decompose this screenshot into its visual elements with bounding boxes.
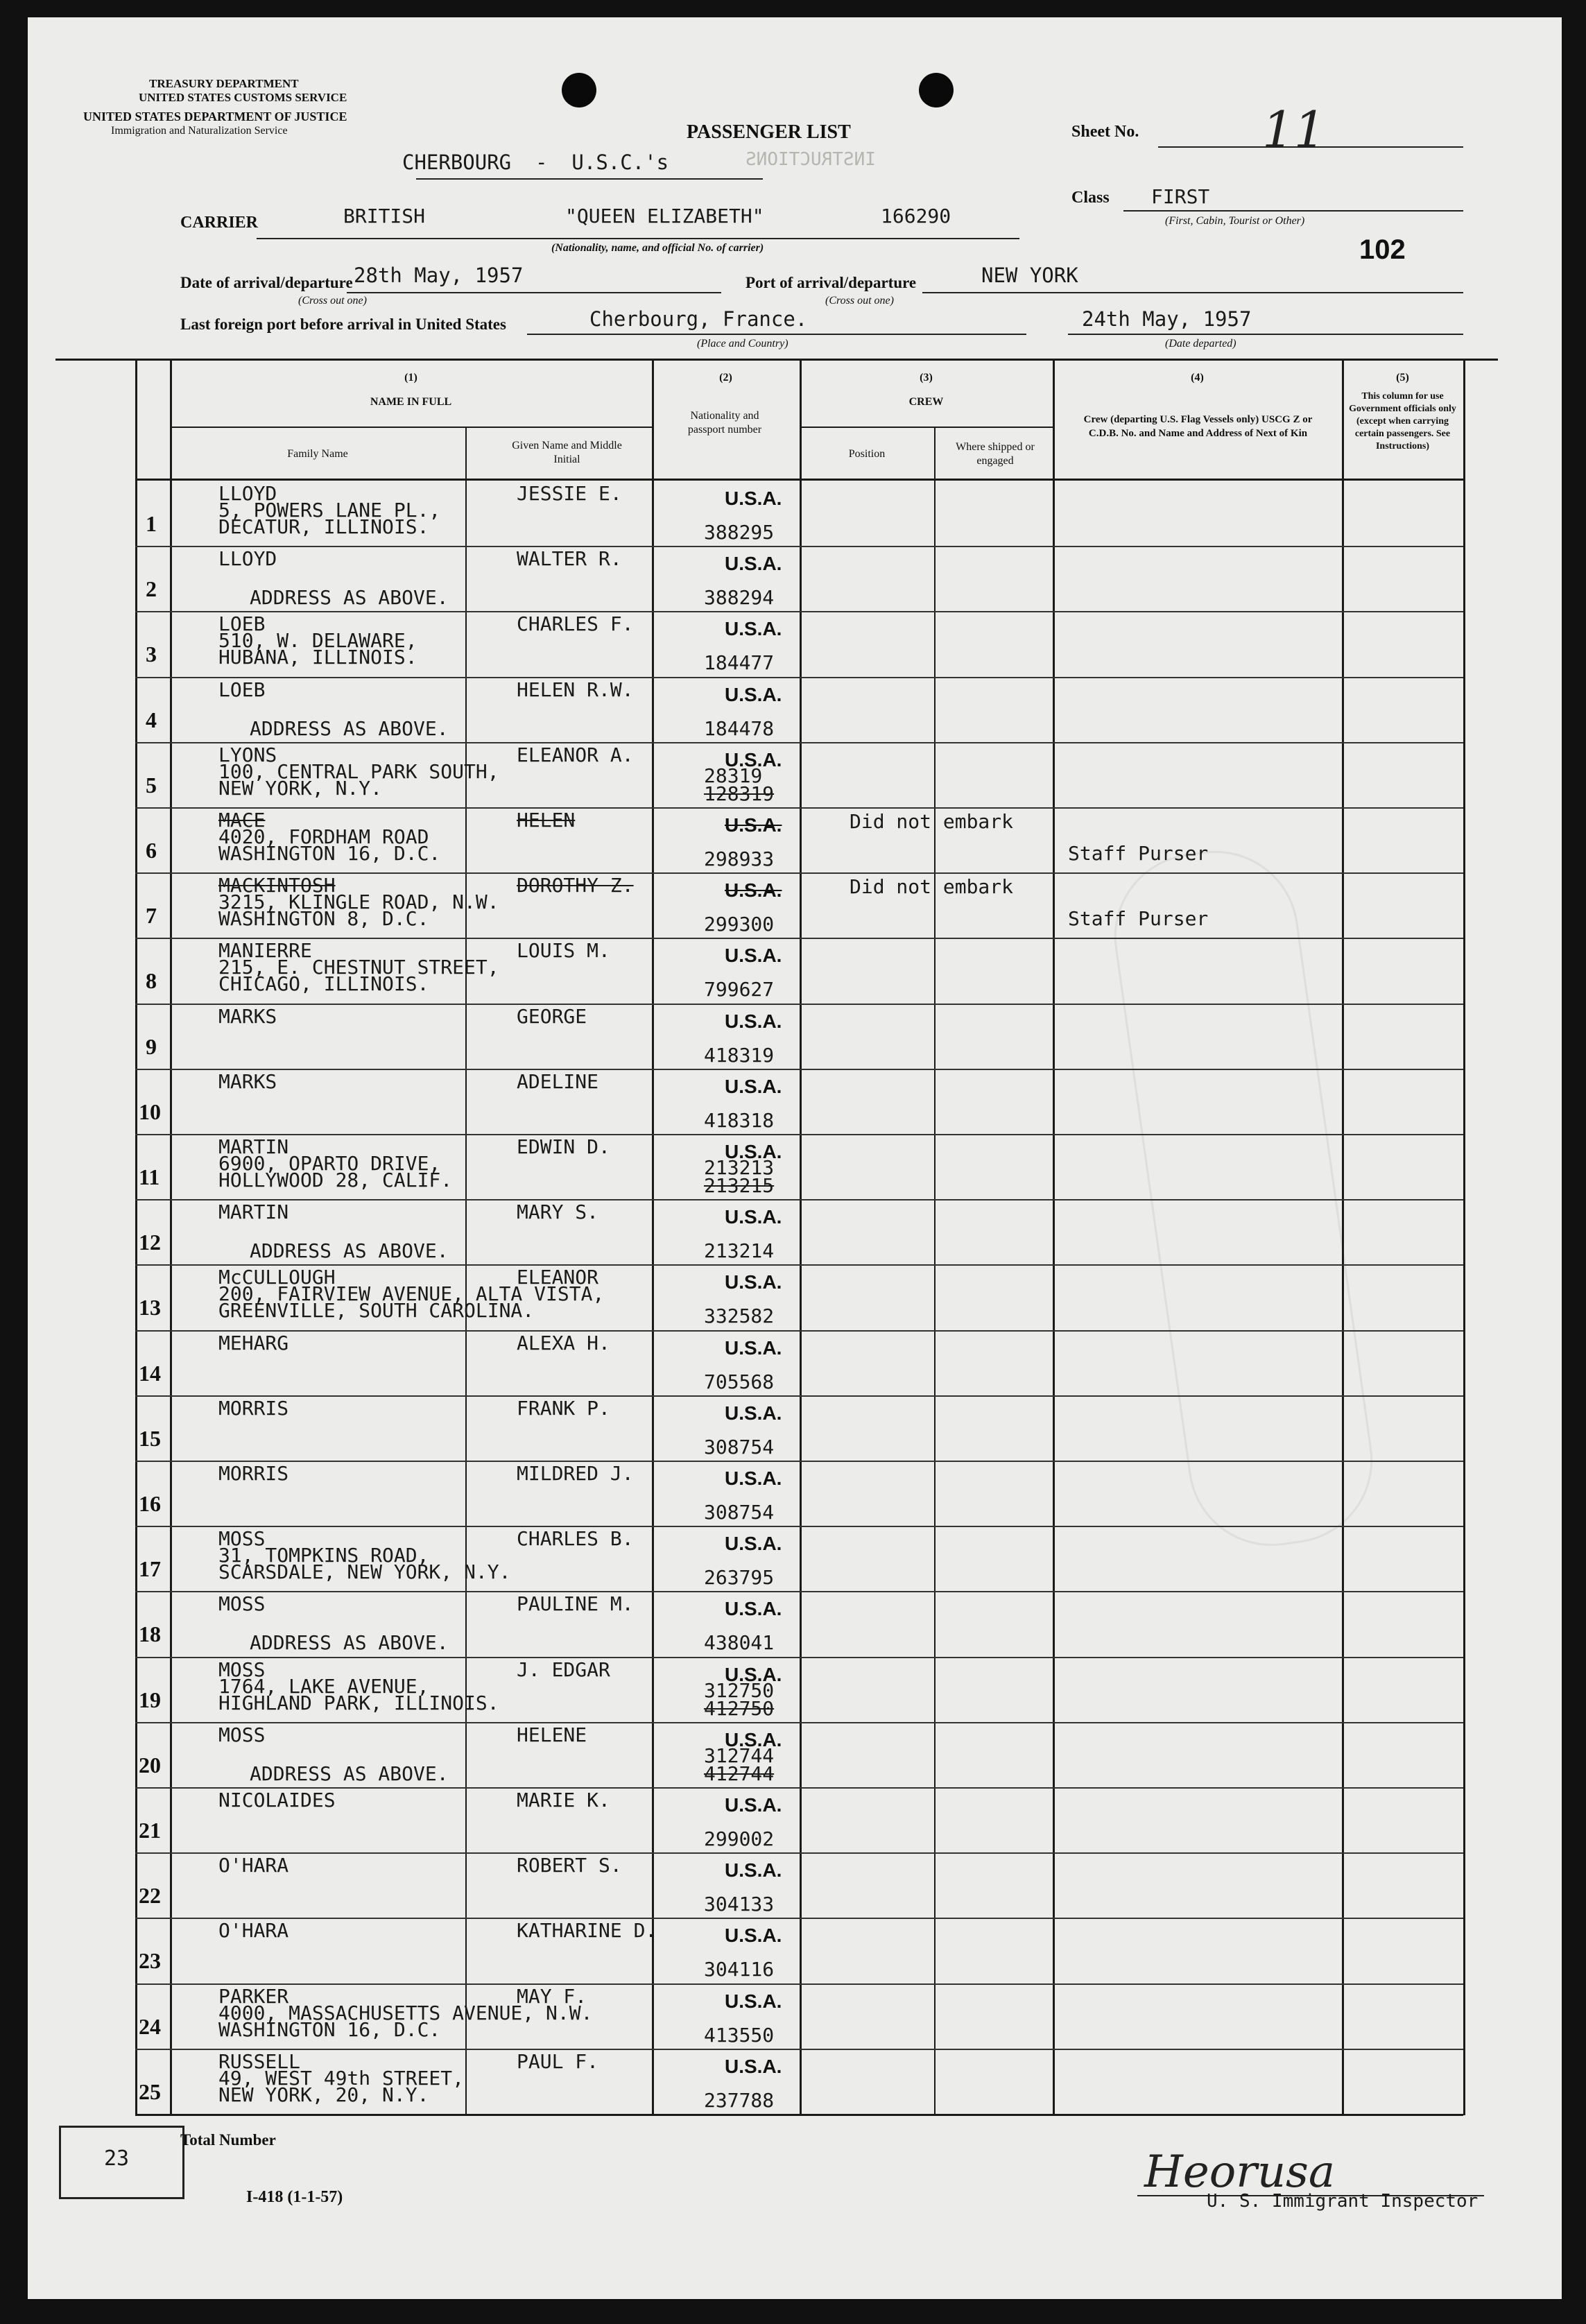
family-name: MARKS [218,1004,277,1028]
col-where-divider [934,427,936,2115]
total-number-label: Total Number [180,2131,276,2149]
family-name: O'HARA [218,1854,289,1877]
header-bottom-rule [135,479,1463,481]
passport-number: 28319 [704,764,763,787]
passport-number: 299300 [704,913,775,936]
row-number: 16 [139,1491,161,1516]
family-name: MACKINTOSH [218,874,336,897]
sheet-label: Sheet No. [1071,123,1139,141]
table-top-rule [55,359,1498,361]
address-line-1: 3215, KLINGLE ROAD, N.W. [218,890,499,914]
row-number: 1 [146,511,157,536]
arrival-date-label: Date of arrival/departure [180,274,353,291]
col3-number: (3) [920,372,933,384]
passport-number: 184478 [704,716,775,740]
passport-number: 312744 [704,1744,775,1767]
row-number: 9 [146,1033,157,1059]
row-divider [135,1852,1463,1854]
nationality: U.S.A. [725,1728,782,1750]
table-bottom-rule [135,2114,1463,2116]
last-port-value: Cherbourg, France. [589,307,808,331]
nationality: U.S.A. [725,1206,782,1228]
family-name: O'HARA [218,1919,289,1943]
given-name: FRANK P. [517,1396,610,1420]
nationality: U.S.A. [725,1925,782,1947]
passport-number: 705568 [704,1370,775,1393]
row-number: 13 [139,1295,161,1320]
passport-number: 304133 [704,1893,775,1916]
given-name: ADELINE [517,1069,599,1093]
family-name: MORRIS [218,1462,289,1485]
col3-title: CREW [908,396,944,408]
address-line-2: WASHINGTON 8, D.C. [218,907,429,931]
family-name: PARKER [218,1984,289,2008]
passport-number: 304116 [704,1958,775,1981]
nationality: U.S.A. [725,748,782,771]
date-departed-underline [1068,334,1463,335]
col4-title: Crew (departing U.S. Flag Vessels only) USCG Z or C.D.B. No. and Name and Address of Next of Kin [1083,414,1313,439]
address-line-1: 1764, LAKE AVENUE, [218,1674,429,1698]
nationality: U.S.A. [725,1336,782,1359]
col4-number: (4) [1191,372,1204,384]
given-name: LOUIS M. [517,939,610,963]
col1-title: NAME IN FULL [370,396,452,408]
address-line-2: WASHINGTON 16, D.C. [218,2017,441,2041]
given-name: ELEANOR [517,1266,599,1289]
passport-number: 418318 [704,1108,775,1132]
address-line-2: WASHINGTON 16, D.C. [218,842,441,865]
row-divider [135,807,1463,809]
row-divider [135,546,1463,547]
nationality: U.S.A. [725,1533,782,1555]
col1-number: (1) [404,372,417,384]
given-name: CHARLES B. [517,1527,634,1551]
family-name: McCULLOUGH [218,1266,336,1289]
class-label: Class [1071,189,1110,207]
carrier-underline [257,238,1019,239]
family-name: MOSS [218,1723,266,1746]
route-line: CHERBOURG - U.S.C.'s [402,150,669,174]
nationality: U.S.A. [725,1075,782,1097]
family-name: MACE [218,809,266,832]
nationality: U.S.A. [725,1794,782,1816]
given-name: GEORGE [517,1004,587,1028]
last-port-label: Last foreign port before arrival in United States [180,316,506,333]
class-value: FIRST [1151,185,1210,208]
route-underline [416,178,763,180]
row-number: 8 [146,968,157,994]
sheet-number: 11 [1262,101,1326,159]
col3-position-heading: Position [848,448,886,460]
col5-number: (5) [1396,372,1409,384]
address-line-1: 5, POWERS LANE PL., [218,499,441,522]
address-line-2: NEW YORK, N.Y. [218,776,383,800]
given-name: MILDRED J. [517,1462,634,1485]
passport-number: 308754 [704,1435,775,1458]
family-name: MEHARG [218,1331,289,1354]
dept-customs: UNITED STATES CUSTOMS SERVICE [139,91,347,104]
carrier-official-no: 166290 [881,205,951,227]
port-value: NEW YORK [981,264,1078,287]
given-name: EDWIN D. [517,1135,610,1158]
nationality: U.S.A. [725,1010,782,1032]
crew-note: Did not embark [850,810,1014,833]
address-line-2: ADDRESS AS ABOVE. [250,1631,449,1655]
passport-number: 388295 [704,521,775,544]
passport-number: 308754 [704,1501,775,1524]
family-name: LLOYD [218,547,277,571]
row-divider [135,2049,1463,2050]
address-line-2: ADDRESS AS ABOVE. [250,1762,449,1785]
address-line-1: 215, E. CHESTNUT STREET, [218,956,499,979]
col1-family-heading: Family Name [287,448,348,460]
row-number: 7 [146,903,157,929]
passport-number-corrected: 213215 [704,1174,775,1197]
passport-number: 388294 [704,586,775,610]
form-number: I-418 (1-1-57) [246,2188,343,2206]
cross-out-note-1: (Cross out one) [298,295,367,307]
page-number: 102 [1359,234,1406,265]
sub-header-rule-crew [800,427,1053,428]
given-name: ROBERT S. [517,1854,622,1877]
form-title: PASSENGER LIST [687,121,851,143]
address-line-2: ADDRESS AS ABOVE. [250,586,449,610]
address-line-2: ADDRESS AS ABOVE. [250,1239,449,1263]
address-line-2: HUBANA, ILLINOIS. [218,646,417,669]
date-departed-value: 24th May, 1957 [1082,307,1252,331]
address-line-1: 510, W. DELAWARE, [218,629,417,653]
passport-number: 418319 [704,1043,775,1067]
nationality: U.S.A. [725,945,782,967]
family-name: LLOYD [218,482,277,505]
date-departed-note: (Date departed) [1165,338,1236,350]
given-name: PAUL F. [517,2049,599,2073]
row-number: 4 [146,707,157,732]
family-name: MOSS [218,1658,266,1681]
row-number: 2 [146,576,157,602]
given-name: HELEN [517,809,576,832]
dept-treasury: TREASURY DEPARTMENT [149,77,299,90]
family-name: MARTIN [218,1135,289,1158]
row-divider [135,1918,1463,1919]
row-number: 23 [139,1948,161,1974]
family-name: RUSSELL [218,2049,301,2073]
address-line-1: 200, FAIRVIEW AVENUE, ALTA VISTA, [218,1282,605,1306]
given-name: HELENE [517,1723,587,1746]
nationality: U.S.A. [725,553,782,575]
nationality: U.S.A. [725,2055,782,2077]
punch-hole-right [919,73,954,107]
address-line-1: 6900, OPARTO DRIVE, [218,1152,441,1175]
row-number: 24 [139,2013,161,2039]
class-note: (First, Cabin, Tourist or Other) [1165,215,1305,227]
arrival-date-value: 28th May, 1957 [354,264,524,287]
address-line-2: GREENVILLE, SOUTH CAROLINA. [218,1299,535,1323]
row-number: 3 [146,642,157,667]
nationality: U.S.A. [725,1598,782,1620]
cross-out-note-2: (Cross out one) [825,295,894,307]
address-line-1: 31, TOMPKINS ROAD, [218,1544,429,1567]
nationality: U.S.A. [725,1663,782,1685]
passport-number: 312750 [704,1678,775,1702]
col1-given-heading: Given Name and Middle Initial [512,440,622,465]
address-line-1: 4000, MASSACHUSETTS AVENUE, N.W. [218,2001,593,2024]
row-number: 17 [139,1556,161,1582]
address-line-1: 4020, FORDHAM ROAD [218,825,429,848]
address-line-2: ADDRESS AS ABOVE. [250,716,449,740]
given-name: WALTER R. [517,547,622,571]
col5-title: This column for use Government officials only (except when carrying certain passengers. See Instructions) [1349,391,1456,451]
address-line-2: CHICAGO, ILLINOIS. [218,972,429,996]
row-number: 12 [139,1230,161,1255]
row-number: 22 [139,1883,161,1909]
row-divider [135,611,1463,612]
row-number: 25 [139,2078,161,2104]
class-underline [1123,210,1463,212]
row-divider [135,1657,1463,1658]
address-line-1: 49, WEST 49th STREET, [218,2066,465,2090]
col3-where-heading: Where shipped or engaged [956,441,1035,467]
passport-number-corrected: 412744 [704,1762,775,1785]
given-name: MARY S. [517,1200,599,1224]
nationality: U.S.A. [725,488,782,509]
nationality: U.S.A. [725,1271,782,1293]
table-border-right [1463,361,1465,2115]
address-line-1: 100, CENTRAL PARK SOUTH, [218,759,499,783]
crew-position: Staff Purser [1068,907,1209,931]
family-name: LOEB [218,678,266,701]
carrier-nationality: BRITISH [343,205,426,227]
punch-hole-left [562,73,596,107]
row-number: 21 [139,1818,161,1843]
col2-number: (2) [719,372,732,384]
given-name: MAY F. [517,1984,587,2008]
row-number: 6 [146,838,157,863]
nationality: U.S.A. [725,879,782,902]
given-name: JESSIE E. [517,482,622,505]
nationality: U.S.A. [725,814,782,836]
total-number-value: 23 [104,2146,130,2171]
row-divider [135,1983,1463,1985]
row-divider [135,677,1463,678]
col-given-divider [465,427,467,2115]
family-name: MARKS [218,1069,277,1093]
nationality: U.S.A. [725,1141,782,1162]
family-name: NICOLAIDES [218,1789,336,1811]
place-note: (Place and Country) [697,338,788,350]
given-name: DOROTHY Z. [517,874,634,897]
passport-number: 299002 [704,1827,775,1850]
passport-number: 237788 [704,2088,775,2112]
row-number: 11 [139,1164,160,1189]
given-name: KATHARINE D. [517,1919,657,1943]
passenger-list-document [28,17,1562,2299]
dept-ins: Immigration and Naturalization Service [111,125,288,137]
address-line-2: DECATUR, ILLINOIS. [218,515,429,538]
crew-note: Did not embark [850,875,1014,899]
given-name: HELEN R.W. [517,678,634,701]
row-number: 14 [139,1360,161,1386]
given-name: CHARLES F. [517,612,634,636]
passport-number-corrected: 412750 [704,1696,775,1720]
row-number: 20 [139,1752,161,1778]
nationality: U.S.A. [725,1467,782,1489]
row-number: 15 [139,1425,161,1451]
family-name: LYONS [218,743,277,766]
given-name: PAULINE M. [517,1592,634,1616]
row-divider [135,1722,1463,1723]
address-line-2: HOLLYWOOD 28, CALIF. [218,1169,453,1191]
carrier-label: CARRIER [180,214,259,232]
col2-title: Nationality and passport number [687,410,762,436]
family-name: MANIERRE [218,939,312,963]
row-number: 5 [146,772,157,798]
passport-number: 184477 [704,651,775,675]
nationality: U.S.A. [725,1859,782,1882]
instructions-ghost: INSTRUCTIONS [745,149,876,170]
row-number: 10 [139,1099,161,1124]
dept-justice: UNITED STATES DEPARTMENT OF JUSTICE [83,110,347,123]
row-number: 19 [139,1687,161,1712]
family-name: MOSS [218,1592,266,1616]
inspector-signature: Heorusa [1144,2146,1336,2198]
carrier-note: (Nationality, name, and official No. of carrier) [551,242,764,254]
address-line-2: NEW YORK, 20, N.Y. [218,2083,429,2106]
passport-number-corrected: 128319 [704,782,775,805]
row-divider [135,742,1463,743]
passport-number: 332582 [704,1305,775,1328]
family-name: LOEB [218,612,266,636]
sub-header-rule [170,427,652,428]
nationality: U.S.A. [725,683,782,705]
passport-number: 438041 [704,1631,775,1655]
address-line-2: SCARSDALE, NEW YORK, N.Y. [218,1560,511,1584]
passport-number: 298933 [704,847,775,870]
carrier-name: "QUEEN ELIZABETH" [565,205,764,227]
family-name: MORRIS [218,1396,289,1420]
port-underline [922,292,1463,293]
inspector-title: U. S. Immigrant Inspector [1207,2191,1479,2212]
arrival-date-underline [347,292,721,293]
nationality: U.S.A. [725,1402,782,1424]
passport-number: 213213 [704,1156,775,1179]
passport-number: 799627 [704,978,775,1001]
nationality: U.S.A. [725,1990,782,2012]
nationality: U.S.A. [725,618,782,640]
port-label: Port of arrival/departure [745,274,917,291]
given-name: ELEANOR A. [517,743,634,766]
last-port-underline [527,334,1026,335]
row-number: 18 [139,1621,161,1647]
row-divider [135,1591,1463,1592]
address-line-2: HIGHLAND PARK, ILLINOIS. [218,1691,499,1714]
passport-number: 263795 [704,1566,775,1590]
crew-position: Staff Purser [1068,842,1209,865]
family-name: MARTIN [218,1200,289,1224]
passport-number: 413550 [704,2023,775,2047]
given-name: ALEXA H. [517,1331,610,1354]
given-name: J. EDGAR [517,1658,610,1681]
passport-number: 213214 [704,1239,775,1263]
given-name: MARIE K. [517,1789,610,1811]
family-name: MOSS [218,1527,266,1551]
